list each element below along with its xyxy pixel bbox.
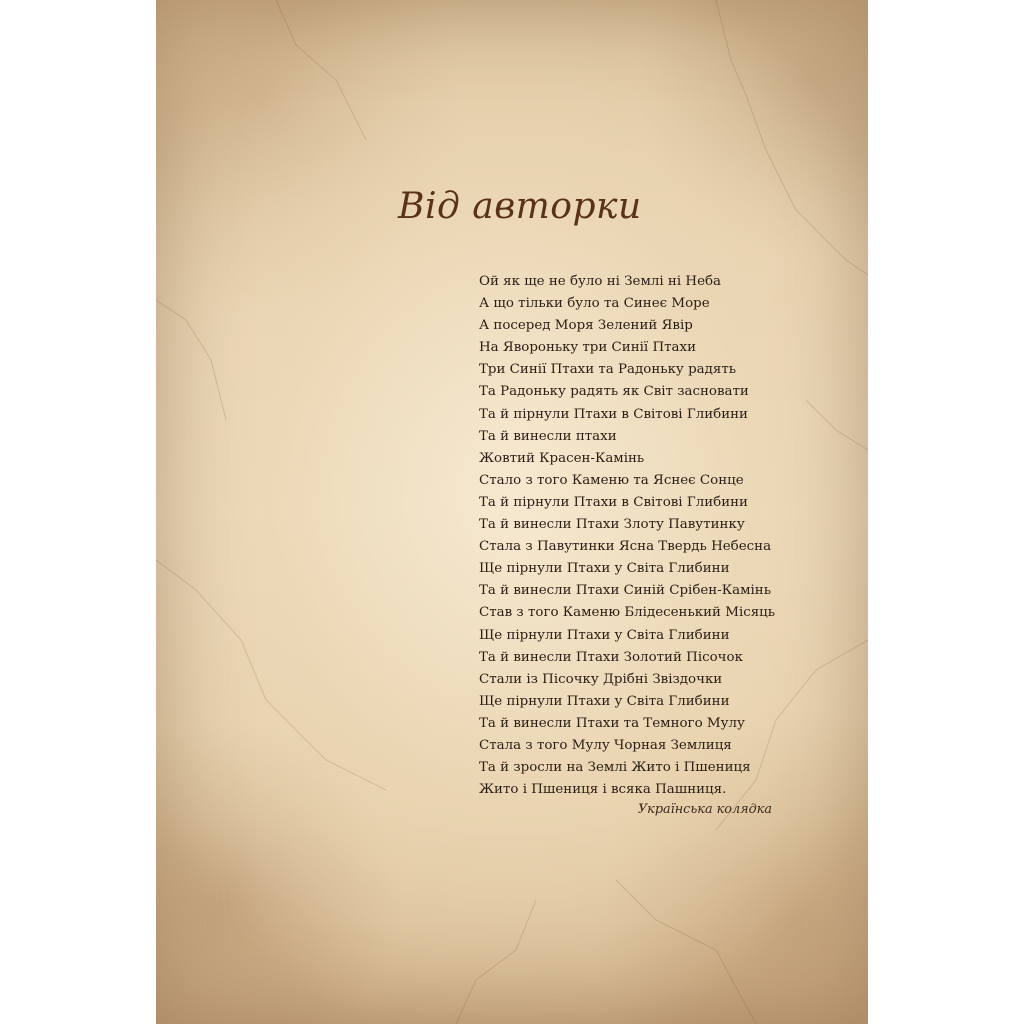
poem-line: Стало з того Каменю та Яснеє Сонце: [479, 472, 744, 488]
poem-line: Та й винесли Птахи Синій Срібен-Камінь: [479, 583, 772, 599]
poem-line: А посеред Моря Зелений Явір: [479, 318, 693, 334]
poem-line: Став з того Каменю Блідесенький Місяць: [479, 605, 776, 621]
poem-text: [479, 271, 775, 801]
poem-line: Ще пірнули Птахи у Світа Глибини: [479, 561, 730, 577]
poem-line: Та Радоньку радять як Світ засновати: [479, 384, 749, 400]
poem-line: Та й винесли Птахи Золотий Пісочок: [479, 649, 743, 665]
poem-line: Та й винесли Птахи та Темного Мулу: [479, 715, 745, 731]
poem-line: Ще пірнули Птахи у Світа Глибини: [479, 693, 730, 709]
poem-line: Жовтий Красен-Камінь: [479, 450, 645, 466]
poem-line: Та й винесли Птахи Злоту Павутинку: [479, 517, 745, 533]
poem-attribution: Українська колядка: [637, 802, 772, 817]
poem-line: Та й пірнули Птахи в Світові Глибини: [479, 406, 748, 422]
poem-line: Та й зросли на Землі Жито і Пшениця: [479, 760, 751, 776]
poem-line: Та й пірнули Птахи в Світові Глибини: [479, 494, 748, 510]
poem-line: А що тільки було та Синеє Море: [479, 296, 710, 312]
poem-line: Жито і Пшениця і всяка Пашниця.: [479, 782, 727, 798]
poem-line: Стала з того Мулу Чорная Землиця: [479, 737, 732, 753]
poem-line: Та й винесли птахи: [479, 428, 617, 444]
parchment-page: [156, 0, 868, 1024]
poem-line: Ой як ще не було ні Землі ні Неба: [479, 274, 722, 289]
poem-line: Стала з Павутинки Ясна Твердь Небесна: [479, 539, 772, 555]
page-title: Від авторки: [398, 186, 642, 227]
poem-line: Стали із Пісочку Дрібні Звіздочки: [479, 671, 723, 687]
poem-line: Ще пірнули Птахи у Світа Глибини: [479, 627, 730, 643]
poem-line: На Яворонькy три Синії Птахи: [479, 340, 696, 356]
poem-line: Три Синії Птахи та Радоньку радять: [479, 362, 737, 378]
